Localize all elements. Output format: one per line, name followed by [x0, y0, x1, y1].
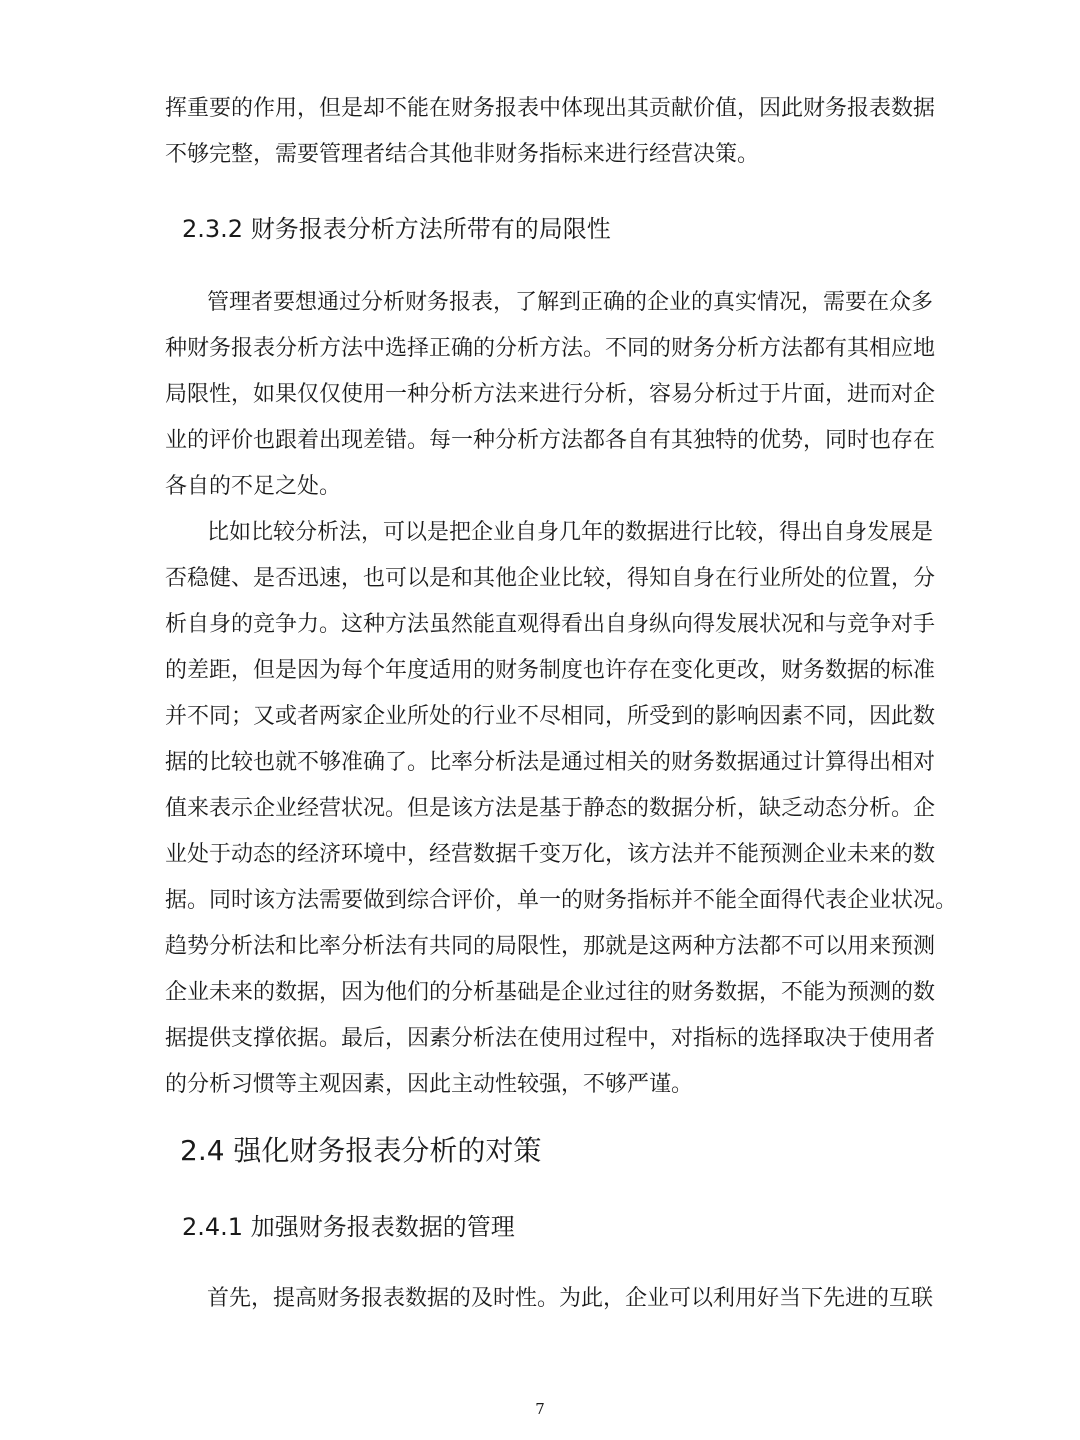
text-line: 管理者要想通过分析财务报表，了解到正确的企业的真实情况，需要在众多: [207, 290, 934, 315]
text-line: 否稳健、是否迅速，也可以是和其他企业比较，得知自身在行业所处的位置，分: [165, 566, 936, 591]
text-line: 种财务报表分析方法中选择正确的分析方法。不同的财务分析方法都有其相应地: [165, 336, 936, 361]
text-line: 的分析习惯等主观因素，因此主动性较强，不够严谨。: [165, 1072, 694, 1097]
text-line: 析自身的竞争力。这种方法虽然能直观得看出自身纵向得发展状况和与竞争对手: [165, 612, 936, 637]
text-line: 的差距，但是因为每个年度适用的财务制度也许存在变化更改，财务数据的标准: [165, 658, 936, 683]
text-line: 值来表示企业经营状况。但是该方法是基于静态的数据分析，缺乏动态分析。企: [165, 796, 936, 821]
text-line: 据提供支撑依据。最后，因素分析法在使用过程中，对指标的选择取决于使用者: [165, 1026, 936, 1051]
text-line: 据的比较也就不够准确了。比率分析法是通过相关的财务数据通过计算得出相对: [165, 750, 936, 775]
page-number: 7: [535, 1400, 545, 1418]
text-line: 趋势分析法和比率分析法有共同的局限性，那就是这两种方法都不可以用来预测: [165, 934, 936, 959]
text-line: 首先，提高财务报表数据的及时性。为此，企业可以利用好当下先进的互联: [207, 1286, 934, 1311]
section-heading-2-4: 2.4 强化财务报表分析的对策: [180, 1134, 542, 1167]
text-line: 比如比较分析法，可以是把企业自身几年的数据进行比较，得出自身发展是: [207, 520, 934, 545]
text-line: 局限性，如果仅仅使用一种分析方法来进行分析，容易分析过于片面，进而对企: [165, 382, 936, 407]
text-line: 据。同时该方法需要做到综合评价，单一的财务指标并不能全面得代表企业状况。: [165, 888, 958, 913]
text-line: 并不同；又或者两家企业所处的行业不尽相同，所受到的影响因素不同，因此数: [165, 704, 936, 729]
section-heading-2-3-2: 2.3.2 财务报表分析方法所带有的局限性: [182, 215, 611, 243]
text-line: 不够完整，需要管理者结合其他非财务指标来进行经营决策。: [165, 142, 760, 167]
text-line: 业处于动态的经济环境中，经营数据千变万化，该方法并不能预测企业未来的数: [165, 842, 936, 867]
section-heading-2-4-1: 2.4.1 加强财务报表数据的管理: [182, 1213, 515, 1241]
text-line: 企业未来的数据，因为他们的分析基础是企业过往的财务数据，不能为预测的数: [165, 980, 936, 1005]
text-line: 各自的不足之处。: [165, 474, 342, 499]
text-line: 业的评价也跟着出现差错。每一种分析方法都各自有其独特的优势，同时也存在: [165, 428, 936, 453]
text-line: 挥重要的作用，但是却不能在财务报表中体现出其贡献价值，因此财务报表数据: [165, 96, 936, 121]
